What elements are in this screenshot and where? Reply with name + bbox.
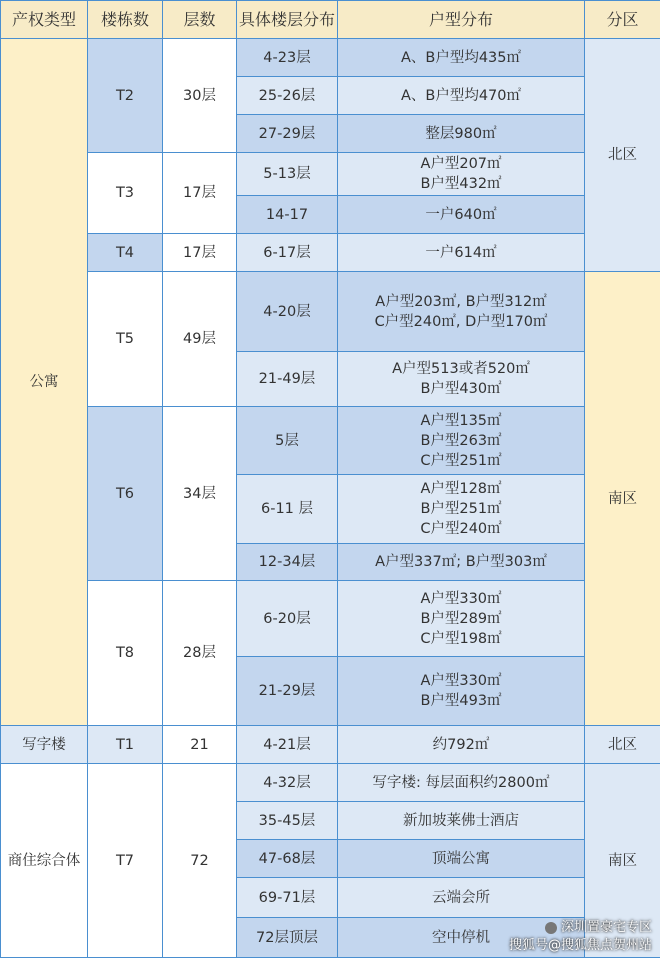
- building-cell: T7: [87, 763, 163, 958]
- floor-range-cell: 5-13层: [236, 152, 338, 196]
- unit-distribution-cell: A户型337㎡; B户型303㎡: [337, 543, 585, 581]
- floor-count-cell: 72: [162, 763, 237, 958]
- floor-range-cell: 72层顶层: [236, 917, 338, 958]
- building-cell: T3: [87, 152, 163, 234]
- unit-distribution-cell: 空中停机: [337, 917, 585, 958]
- zone-cell: 北区: [584, 38, 660, 272]
- watermark: [509, 919, 652, 955]
- wechat-icon: [545, 922, 557, 934]
- property-type-cell: 公寓: [0, 38, 88, 726]
- column-header: 楼栋数: [87, 0, 163, 39]
- floor-range-cell: 21-29层: [236, 656, 338, 726]
- floor-range-cell: 47-68层: [236, 839, 338, 878]
- unit-distribution-cell: A、B户型均470㎡: [337, 76, 585, 115]
- building-cell: T1: [87, 725, 163, 764]
- floor-range-cell: 12-34层: [236, 543, 338, 581]
- building-cell: T5: [87, 271, 163, 407]
- zone-cell: 南区: [584, 763, 660, 958]
- floor-count-cell: 17层: [162, 233, 237, 272]
- unit-distribution-cell: 一户614㎡: [337, 233, 585, 272]
- unit-distribution-cell: A户型203㎡, B户型312㎡ C户型240㎡, D户型170㎡: [337, 271, 585, 352]
- watermark-line-2: 搜狐号@搜狐焦点贺州站: [508, 938, 652, 953]
- floor-count-cell: 17层: [162, 152, 237, 234]
- unit-distribution-cell: A户型513或者520㎡ B户型430㎡: [337, 351, 585, 407]
- column-header: 产权类型: [0, 0, 88, 39]
- building-cell: T6: [87, 406, 163, 581]
- column-header: 具体楼层分布: [236, 0, 338, 39]
- floor-range-cell: 4-23层: [236, 38, 338, 77]
- floor-count-cell: 34层: [162, 406, 237, 581]
- floor-range-cell: 4-32层: [236, 763, 338, 802]
- floor-range-cell: 69-71层: [236, 877, 338, 918]
- floor-count-cell: 21: [162, 725, 237, 764]
- unit-distribution-cell: 一户640㎡: [337, 195, 585, 234]
- unit-distribution-cell: 新加坡莱佛士酒店: [337, 801, 585, 840]
- unit-distribution-cell: A户型128㎡ B户型251㎡ C户型240㎡: [337, 474, 585, 544]
- unit-distribution-cell: 写字楼: 每层面积约2800㎡: [337, 763, 585, 802]
- unit-distribution-cell: 约792㎡: [337, 725, 585, 764]
- floor-range-cell: 6-17层: [236, 233, 338, 272]
- property-type-cell: 写字楼: [0, 725, 88, 764]
- floor-count-cell: 28层: [162, 580, 237, 726]
- column-header: 层数: [162, 0, 237, 39]
- building-cell: T4: [87, 233, 163, 272]
- floor-count-cell: 49层: [162, 271, 237, 407]
- unit-distribution-cell: 云端会所: [337, 877, 585, 918]
- property-type-cell: 商住综合体: [0, 763, 88, 958]
- floor-range-cell: 4-21层: [236, 725, 338, 764]
- floor-range-cell: 4-20层: [236, 271, 338, 352]
- floor-range-cell: 14-17: [236, 195, 338, 234]
- floor-range-cell: 6-20层: [236, 580, 338, 657]
- watermark-line-1: 深圳置豪宅专区: [509, 919, 652, 937]
- building-cell: T8: [87, 580, 163, 726]
- floor-range-cell: 35-45层: [236, 801, 338, 840]
- zone-cell: 北区: [584, 725, 660, 764]
- unit-distribution-cell: A户型207㎡ B户型432㎡: [337, 152, 585, 196]
- unit-distribution-cell: A户型135㎡ B户型263㎡ C户型251㎡: [337, 406, 585, 475]
- column-header: 分区: [584, 0, 660, 39]
- unit-distribution-cell: 整层980㎡: [337, 114, 585, 153]
- floor-range-cell: 5层: [236, 406, 338, 475]
- unit-distribution-cell: A户型330㎡ B户型493㎡: [337, 656, 585, 726]
- floor-range-cell: 25-26层: [236, 76, 338, 115]
- zone-cell: 南区: [584, 271, 660, 726]
- building-cell: T2: [87, 38, 163, 153]
- column-header: 户型分布: [337, 0, 585, 39]
- floor-range-cell: 6-11 层: [236, 474, 338, 544]
- floor-range-cell: 27-29层: [236, 114, 338, 153]
- floor-count-cell: 30层: [162, 38, 237, 153]
- unit-distribution-cell: A、B户型均435㎡: [337, 38, 585, 77]
- unit-distribution-cell: 顶端公寓: [337, 839, 585, 878]
- unit-distribution-cell: A户型330㎡ B户型289㎡ C户型198㎡: [337, 580, 585, 657]
- floor-range-cell: 21-49层: [236, 351, 338, 407]
